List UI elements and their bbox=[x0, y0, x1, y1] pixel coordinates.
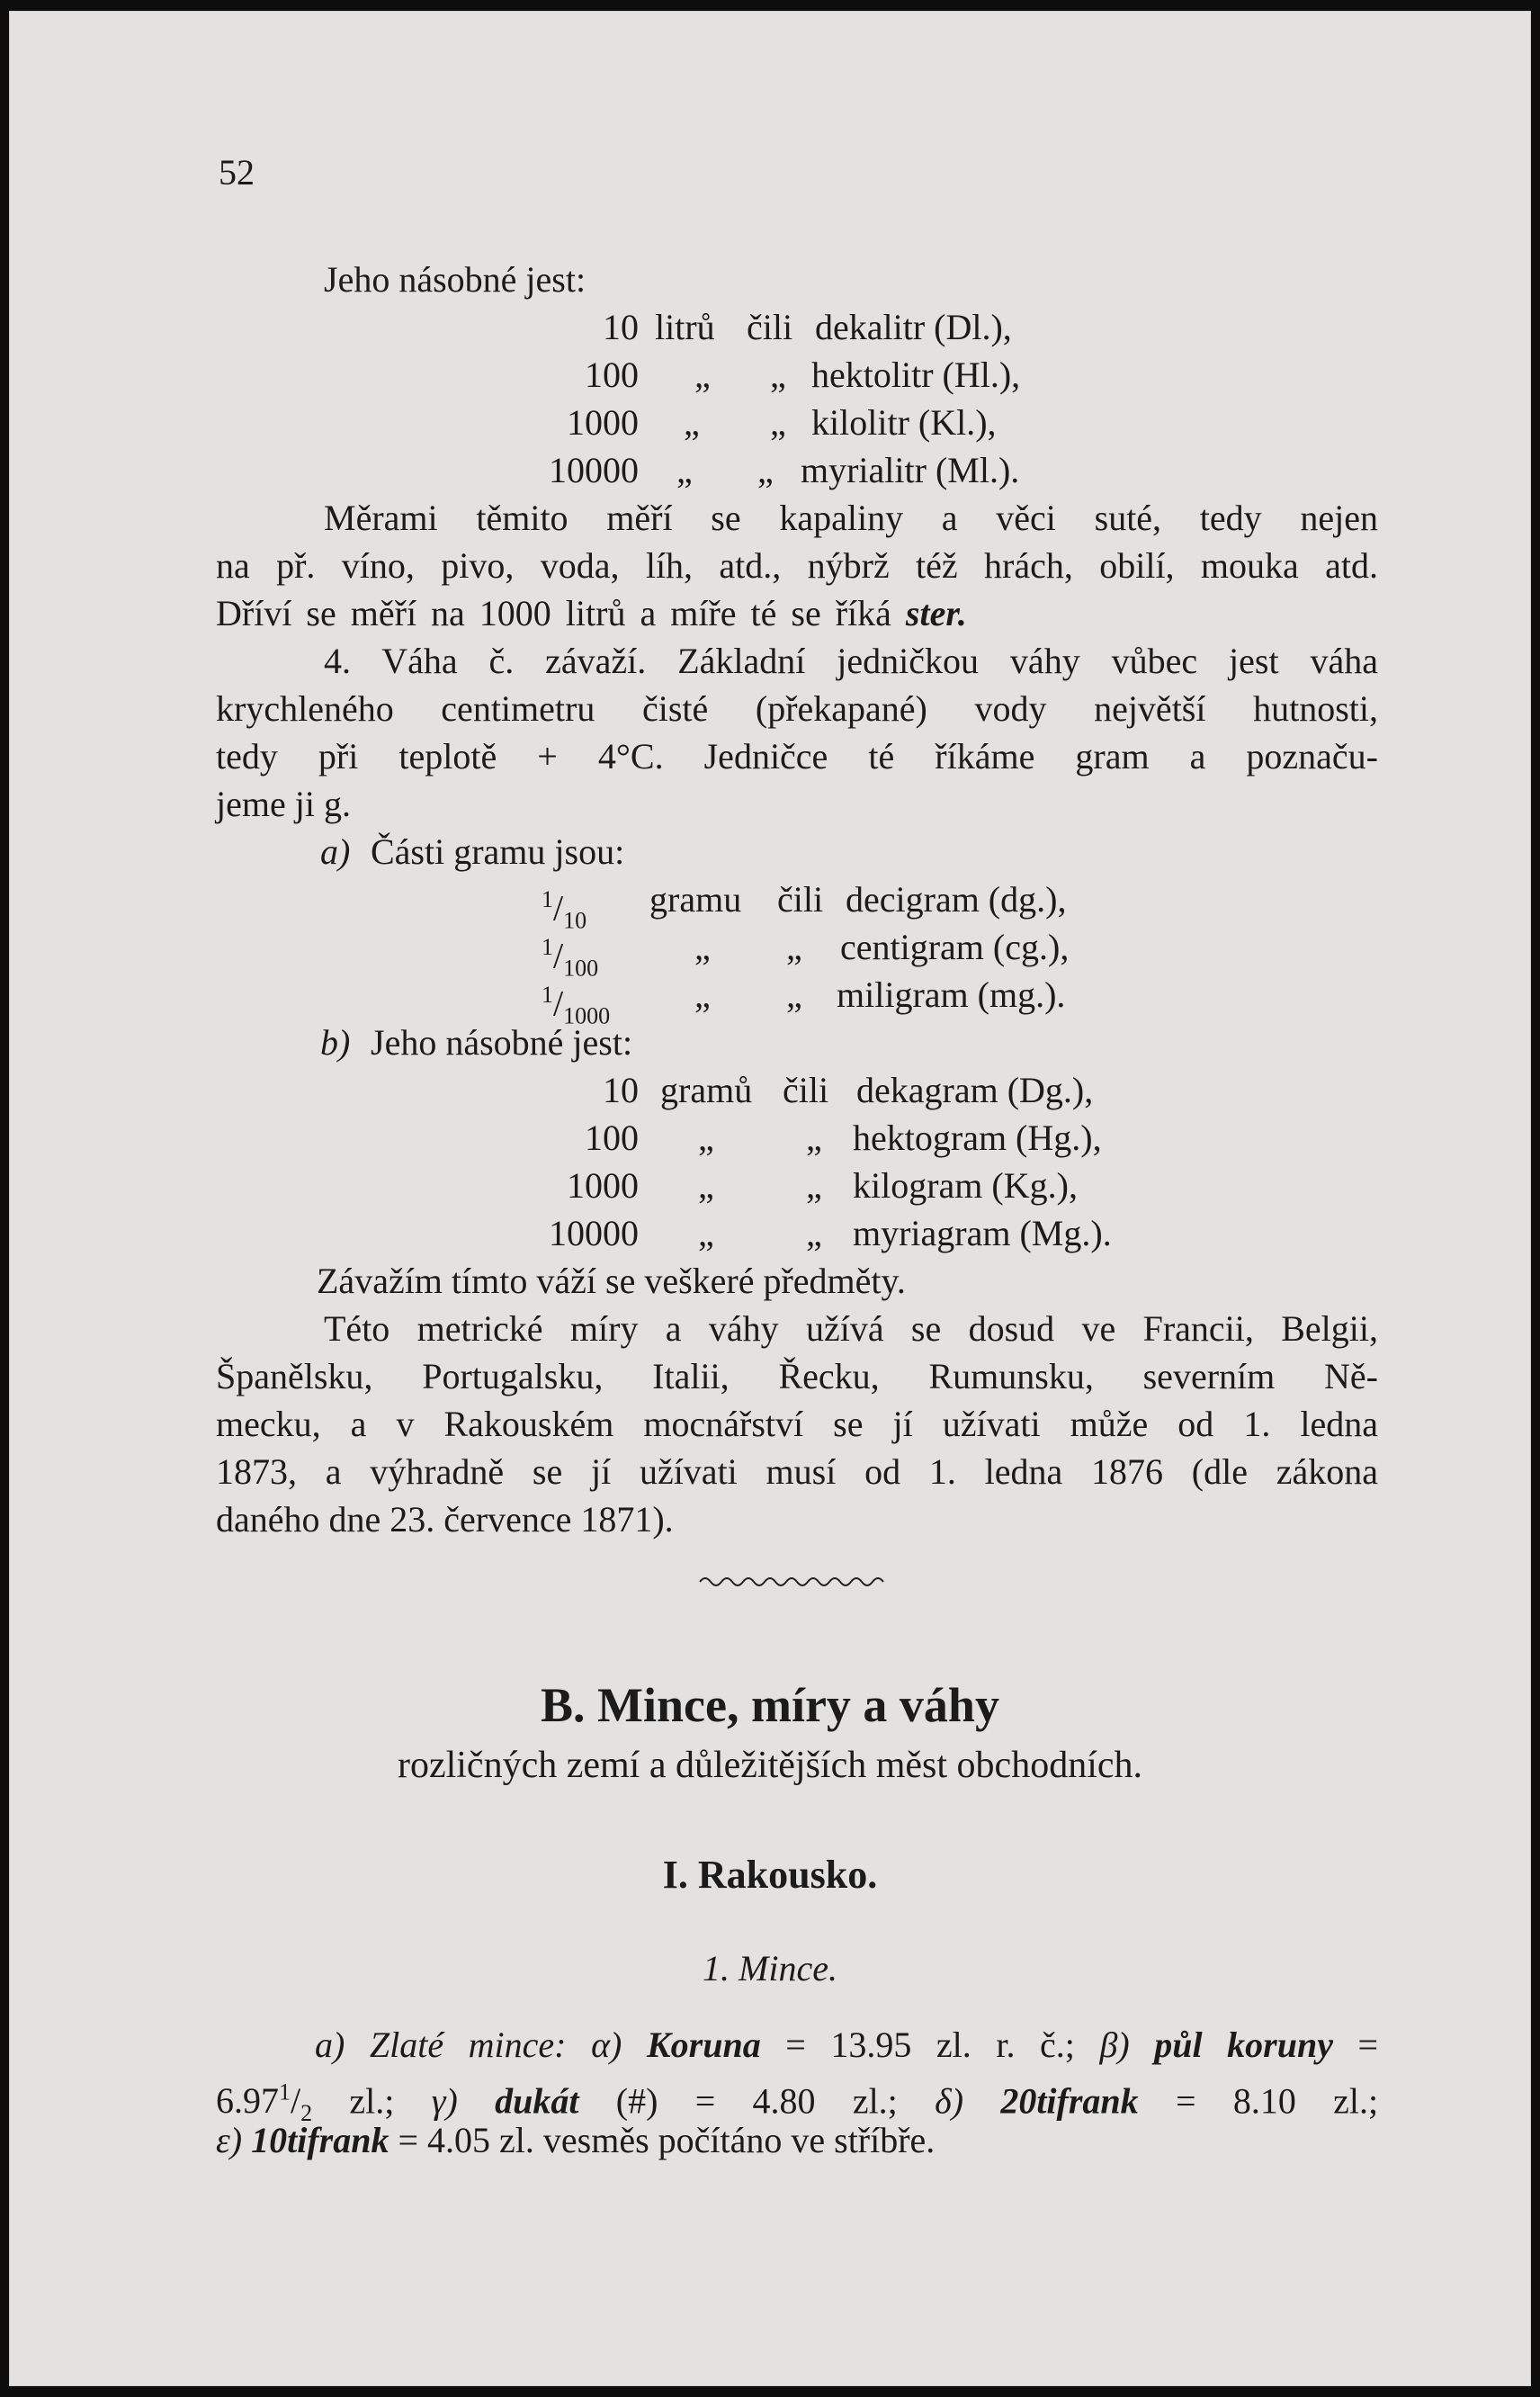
ster-term: ster. bbox=[905, 593, 967, 633]
coins-line-3: ε) 10tifrank = 4.05 zl. vesměs počítáno ve stříbře. bbox=[216, 2120, 936, 2160]
volume-text-3: Dříví se měří na 1000 litrů a míře té se říká ster. bbox=[216, 593, 967, 633]
usage-5: daného dne 23. července 1871). bbox=[216, 1499, 674, 1540]
coins-line-1: a) Zlaté mince: α) Koruna = 13.95 zl. r. č.; β) půl koruny = bbox=[315, 2024, 1379, 2065]
ducat-symbol: (#) bbox=[615, 2080, 658, 2122]
usage-1: Této metrické míry a váhy užívá se dosud ve Francii, Belgii, bbox=[324, 1308, 1378, 1349]
page-number: 52 bbox=[219, 152, 255, 193]
usage-3: mecku, a v Rakouském mocnářství se jí užívati může od 1. ledna bbox=[216, 1404, 1378, 1444]
section-divider-ornament bbox=[698, 1573, 889, 1591]
weight-text-1: 4. Váha č. závaží. Základní jedničkou váhy vůbec jest váha bbox=[324, 641, 1378, 681]
usage-2: Španělsku, Portugalsku, Italii, Řecku, Rumunsku, severním Ně- bbox=[216, 1356, 1378, 1396]
volume-text-2: na př. víno, pivo, voda, líh, atd., nýbrž též hrách, obilí, mouka atd. bbox=[216, 545, 1378, 586]
usage-4: 1873, a výhradně se jí užívati musí od 1. ledna 1876 (dle zákona bbox=[216, 1451, 1378, 1492]
weight-closing: Závažím tímto váží se veškeré předměty. bbox=[317, 1261, 906, 1301]
weight-text-3: tedy při teplotě + 4°C. Jedničce té říkáme gram a poznaču- bbox=[216, 736, 1378, 777]
weight-text-2: krychleného centimetru čisté (překapané) vody největší hutnosti, bbox=[216, 688, 1378, 729]
country-heading: I. Rakousko. bbox=[662, 1853, 878, 1897]
coins-line-2: $6.97^1/_2$ zl.; γ) dukát (#) = 4.80 zl.; δ) 20tifrank = 8.10 zl.; bbox=[216, 2079, 1379, 2127]
volume-text-1: Měrami těmito měří se kapaliny a věci suté, tedy nejen bbox=[324, 498, 1378, 538]
weight-text-4: jeme ji g. bbox=[216, 784, 351, 824]
section-subtitle: rozličných zemí a důležitějších měst obchodních. bbox=[397, 1745, 1143, 1786]
section-title: B. Mince, míry a váhy bbox=[541, 1678, 999, 1732]
subsection-heading: 1. Mince. bbox=[703, 1948, 837, 1989]
